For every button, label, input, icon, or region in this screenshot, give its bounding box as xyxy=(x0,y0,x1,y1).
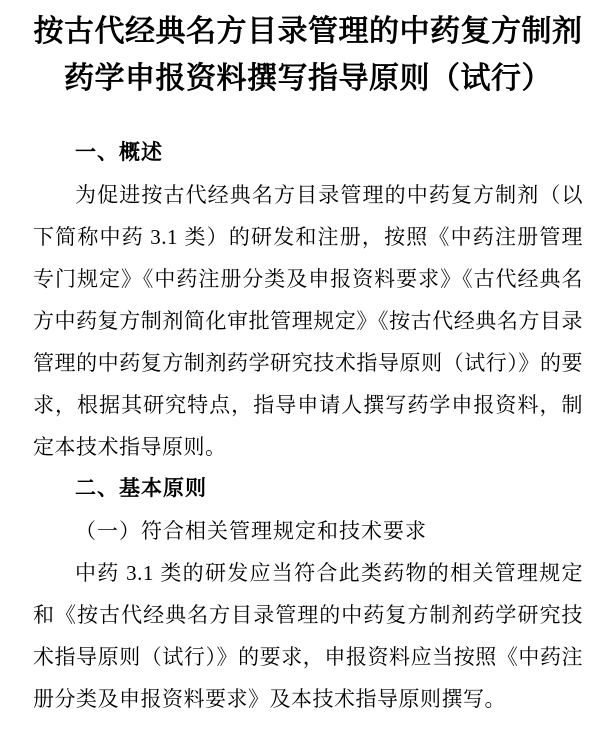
document-body xyxy=(33,132,583,720)
section-heading-overview: 一、概述 xyxy=(75,141,163,164)
document-title xyxy=(33,8,583,102)
section-heading-basic-principles: 二、基本原则 xyxy=(75,477,207,500)
document-title-line-1: 按古代经典名方目录管理的中药复方制剂 xyxy=(33,15,583,48)
document-title-line-2: 药学申报资料撰写指导原则（试行） xyxy=(64,62,552,95)
paragraph-compliance: 中药 3.1 类的研发应当符合此类药物的相关管理规定和《按古代经典名方目录管理的中药复方制剂药学研究技术指导原则（试行）》的要求，申报资料应当按照《中药注册分类及申报资料要求》及本技术指导原则撰写。 xyxy=(33,561,583,711)
subsection-heading-compliance: （一）符合相关管理规定和技术要求 xyxy=(75,519,427,543)
paragraph-overview: 为促进按古代经典名方目录管理的中药复方制剂（以下简称中药 3.1 类）的研发和注册，按照《中药注册管理专门规定》《中药注册分类及申报资料要求》《古代经典名方中药复方制剂简化审批管理规定》《按古代经典名方目录管理的中药复方制剂药学研究技术指导原则（试行）》的要求，根据其研究特点，指导申请人撰写药学申报资料，制定本技术指导原则。 xyxy=(33,183,583,459)
